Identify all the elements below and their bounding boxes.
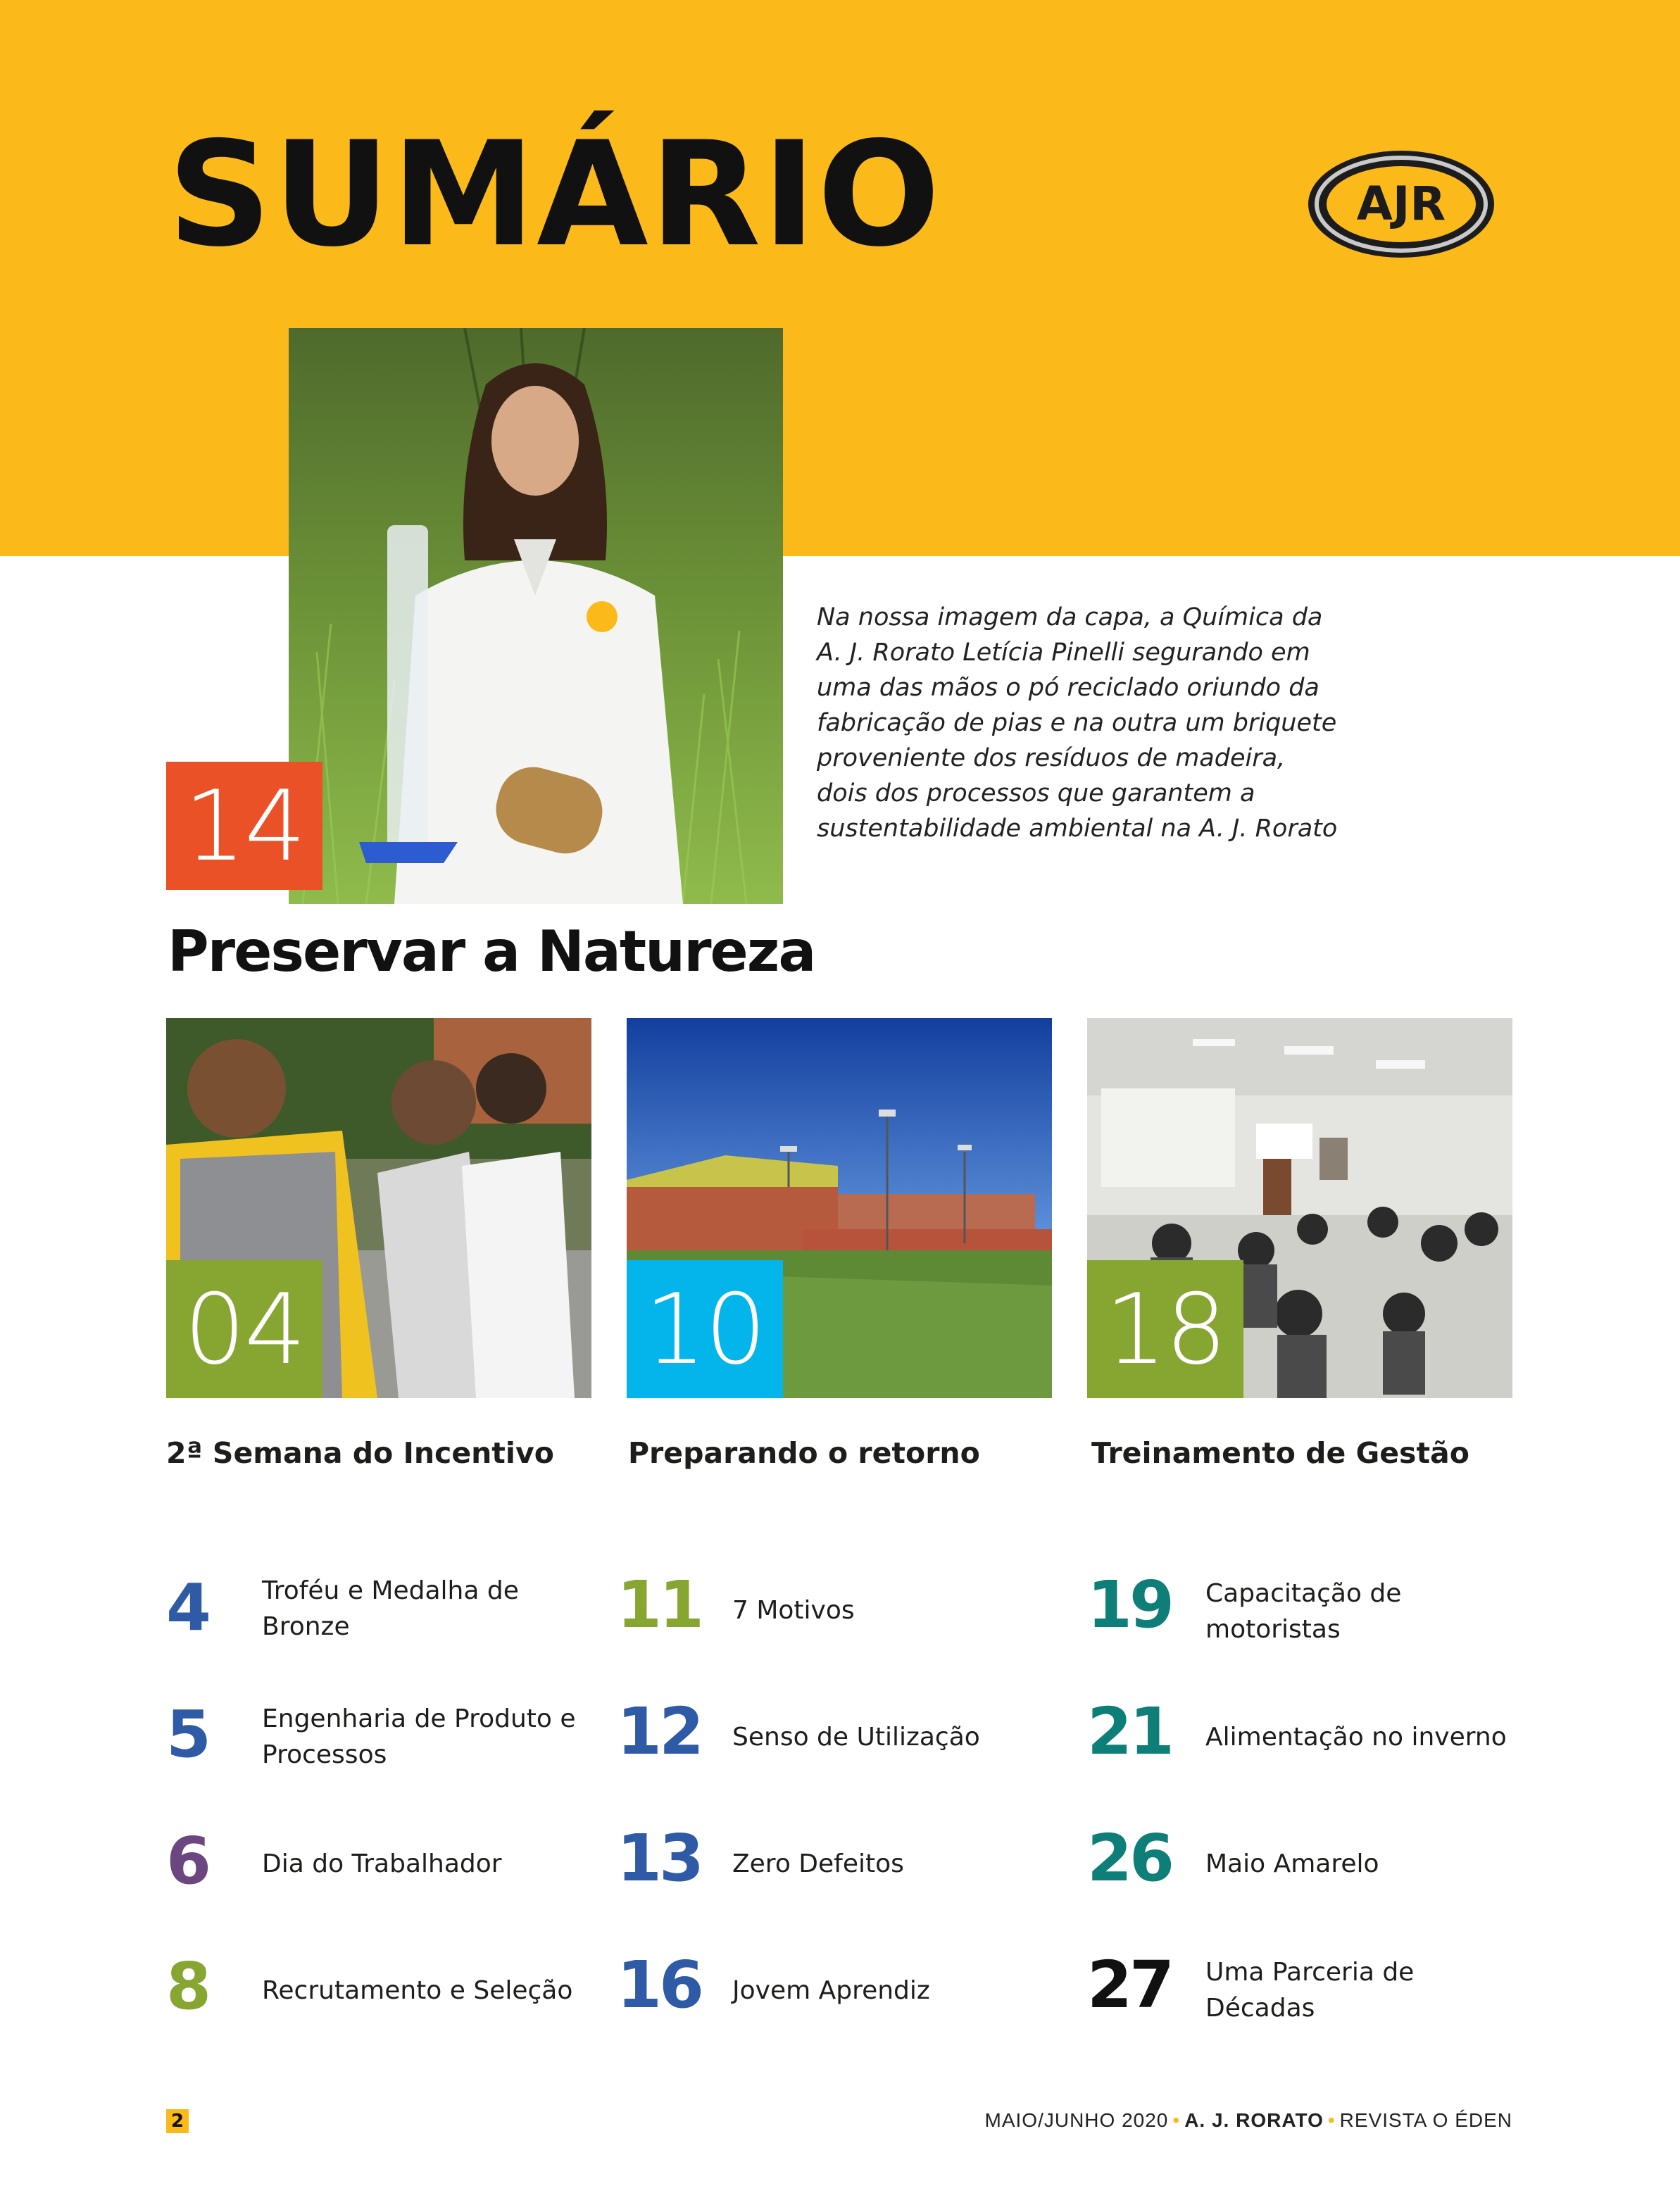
toc-number: 12 — [617, 1694, 702, 1769]
page-title: SUMÁRIO — [168, 111, 942, 279]
card-number-gestao: 18 — [1087, 1260, 1243, 1398]
toc-number: 13 — [617, 1821, 702, 1896]
separator-dot: • — [1172, 2109, 1181, 2131]
toc-number: 26 — [1087, 1821, 1172, 1896]
ajr-logo — [1306, 148, 1496, 260]
svg-text:AJR: AJR — [1356, 177, 1446, 231]
toc-item-label: Troféu e Medalha de Bronze — [262, 1576, 519, 1641]
toc-number: 4 — [166, 1570, 209, 1645]
toc-number: 27 — [1087, 1947, 1172, 2023]
card-title-gestao: Treinamento de Gestão — [1091, 1436, 1469, 1470]
toc-item-label: Capacitação de motoristas — [1205, 1579, 1402, 1644]
toc-number: 21 — [1087, 1694, 1172, 1769]
toc-number: 5 — [166, 1697, 209, 1772]
feature-title: Preservar a Natureza — [168, 919, 815, 984]
toc-number: 19 — [1087, 1567, 1172, 1642]
toc-item-label: 7 Motivos — [732, 1596, 855, 1625]
footer-magazine: REVISTA O ÉDEN — [1339, 2109, 1512, 2131]
toc-item-label: Senso de Utilização — [732, 1723, 980, 1752]
card-number-retorno: 10 — [627, 1260, 783, 1398]
toc-item-label: Engenharia de Produto e Processos — [262, 1704, 576, 1769]
toc-number: 8 — [166, 1949, 209, 2024]
separator-dot: • — [1327, 2109, 1336, 2131]
cover-caption: Na nossa imagem da capa, a Química da A. J. Rorato Letícia Pinelli segurando em uma das mãos o pó reciclado oriundo da fabricação de pias e na outra um briquete proveniente dos resíduos de madeira, dois dos processos que garantem a sustentabilidade ambiental na A. J. Rorato — [817, 603, 1338, 843]
toc-number: 16 — [617, 1947, 702, 2023]
toc-item-label: Zero Defeitos — [732, 1849, 904, 1878]
footer-issue: MAIO/JUNHO 2020 — [984, 2109, 1169, 2131]
toc-item-label: Jovem Aprendiz — [732, 1976, 930, 2005]
card-title-retorno: Preparando o retorno — [628, 1436, 980, 1470]
toc-item-label: Dia do Trabalhador — [262, 1849, 502, 1878]
toc-number: 6 — [166, 1823, 209, 1899]
toc-item-label: Uma Parceria de Décadas — [1205, 1958, 1415, 2023]
card-number-incentivo: 04 — [166, 1260, 322, 1398]
card-title-incentivo: 2ª Semana do Incentivo — [166, 1436, 554, 1470]
toc-item-label: Alimentação no inverno — [1205, 1723, 1507, 1752]
footer-credits — [985, 2109, 1512, 2132]
cover-page-number: 14 — [166, 762, 322, 890]
page-number: 2 — [166, 2109, 189, 2133]
footer-company: A. J. RORATO — [1184, 2109, 1324, 2131]
cover-photo — [289, 328, 783, 904]
toc-number: 11 — [617, 1567, 702, 1642]
toc-item-label: Recrutamento e Seleção — [262, 1976, 573, 2005]
toc-item-label: Maio Amarelo — [1205, 1849, 1379, 1878]
